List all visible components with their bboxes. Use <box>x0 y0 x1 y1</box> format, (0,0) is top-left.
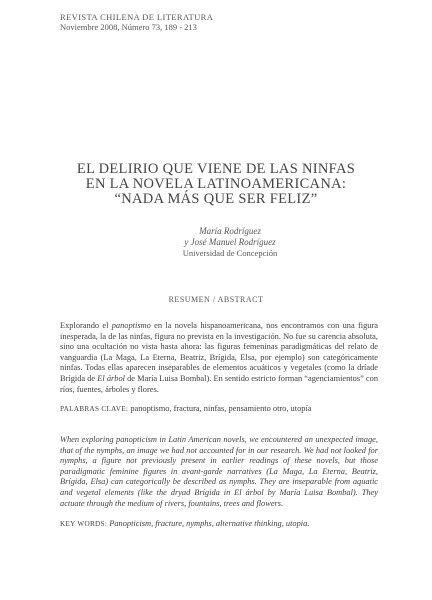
abstract-paragraph: When exploring panopticism in Latin American novels, we encountered an unexpected image, that of the nymphs, an image we had not accounted for in our research. We had not looked for nymphs, a figure not previously present in earlier readings of these novels, but those paradigmatic feminine figures in avant-garde narratives (La Maga, La Eterna, Beatriz, Brígida, Elsa) can categorically be described as nymphs. They are inseparable from aquatic and vegetal elements (like the dryad Brígida in El árbol by María Luisa Bombal). They actuate through the medium of rivers, fountains, trees and flowers. <box>60 435 378 508</box>
journal-name: REVISTA CHILENA DE LITERATURA <box>60 12 214 22</box>
title-line-2: EN LA NOVELA LATINOAMERICANA: <box>85 176 347 192</box>
resumen-paragraph <box>60 321 378 395</box>
article-title <box>40 162 392 207</box>
palabras-clave-label: PALABRAS CLAVE: <box>60 405 129 413</box>
title-line-3: “NADA MÁS QUE SER FELIZ” <box>114 191 318 207</box>
palabras-clave-text: panoptismo, fractura, ninfas, pensamiento otro, utopía <box>128 404 312 413</box>
resumen-text-1: Explorando el <box>60 321 112 330</box>
affiliation: Universidad de Concepción <box>182 248 278 258</box>
resumen-text-3: de María Luisa Bombal). En sentido estricto forman “agenciamientos” con ríos, fuentes, árboles y flores. <box>60 373 379 394</box>
author-1: María Rodríguez <box>199 226 261 236</box>
author-block <box>150 226 310 259</box>
title-line-1: EL DELIRIO QUE VIENE DE LAS NINFAS <box>76 161 356 177</box>
journal-issue: Noviembre 2008, Número 73, 189 - 213 <box>60 22 197 32</box>
key-words-label: KEY WORDS: <box>60 520 108 528</box>
palabras-clave <box>60 404 378 415</box>
key-words <box>60 519 378 530</box>
resumen-text-2: en la novela hispanoamericana, nos encontramos con una figura inesperada, la de las ninfas, figura no prevista en la investigación. No fue su carencia absoluta, sino una ocultación no vista hasta ahora: las figuras femeninas paradigmáticas del relato de vanguardia (La Maga, La Eterna, Beatriz, Brígida, Elsa, por ejemplo) son categóricamente ninfas. Todas ellas aparecen inseparables de elementos acuáticos y vegetales (como la dríade Brígida de <box>60 321 378 383</box>
journal-header <box>60 12 380 32</box>
key-words-text: Panopticism, fracture, nymphs, alternative thinking, utopia. <box>107 519 310 528</box>
author-2: y José Manuel Rodríguez <box>184 237 276 247</box>
abstract-heading: RESUMEN / ABSTRACT <box>168 295 264 304</box>
resumen-italic-1: panoptismo <box>111 321 151 330</box>
resumen-italic-2: El árbol <box>97 373 125 383</box>
